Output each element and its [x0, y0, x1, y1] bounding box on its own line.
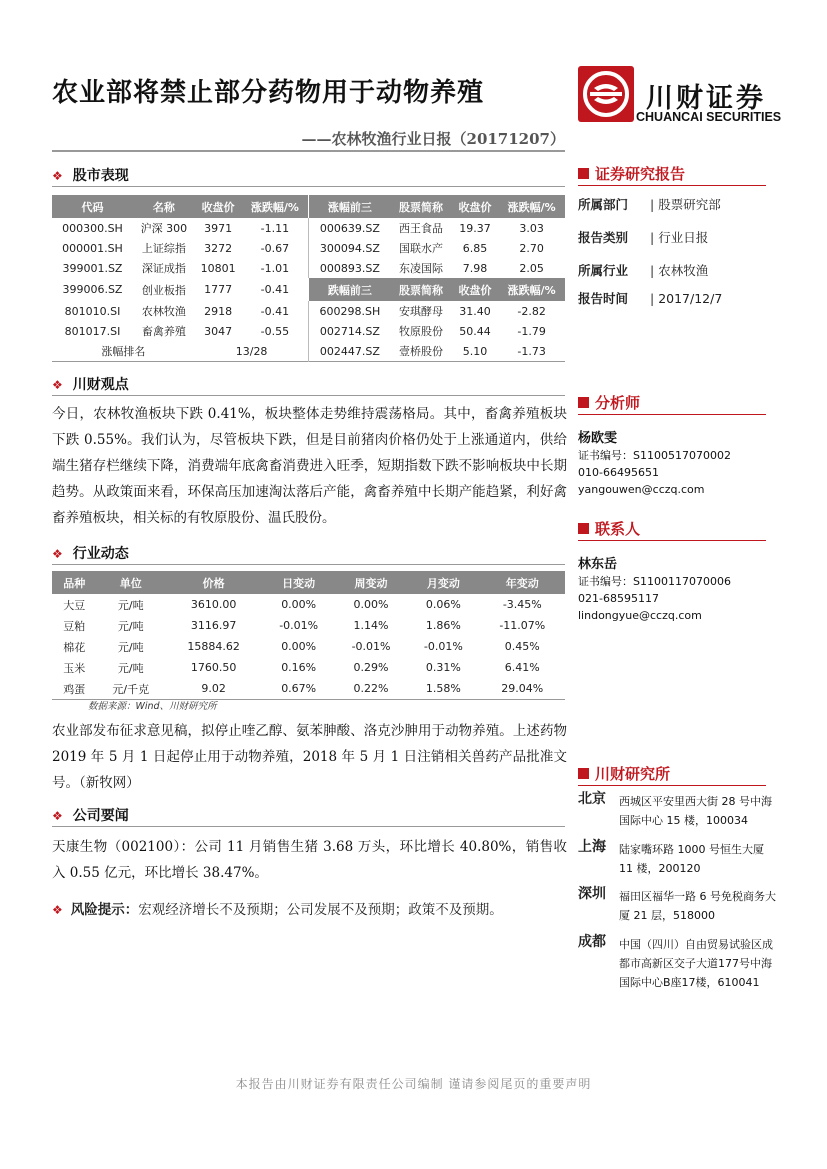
table-cell: 安琪酵母 [399, 305, 444, 318]
sidebar-divider [578, 540, 766, 541]
table-header-cell: 年变动 [480, 571, 565, 594]
table-cell: 元/千克 [112, 682, 150, 696]
table-cell: 0.45% [504, 640, 540, 653]
table-header-cell: 日变动 [262, 571, 334, 594]
table-cell: 000893.SZ [309, 258, 391, 278]
info-value: 2017/12/7 [658, 291, 723, 306]
analyst-card [578, 430, 731, 498]
table-cell: 6.85 [462, 241, 488, 255]
report-title: 农业部将禁止部分药物用于动物养殖 [52, 78, 485, 108]
table-cell: 0.67% [281, 682, 317, 695]
table-cell: 上证综指 [141, 242, 186, 255]
table-cell: 15884.62 [187, 640, 240, 653]
table-row [52, 301, 565, 321]
table-header-cell: 收盘价 [195, 195, 242, 218]
table-cell: 1.14% [353, 619, 389, 632]
table-cell: 元/吨 [117, 619, 144, 633]
info-value: 股票研究部 [658, 197, 721, 212]
risk-note: ❖ 风险提示：宏观经济增长不及预期；公司发展不及预期；政策不及预期。 [52, 902, 503, 918]
table-cell: 3116.97 [190, 619, 237, 632]
table-row [52, 258, 565, 278]
table-cell: -11.07% [499, 619, 546, 632]
table-cell: 0.31% [425, 661, 461, 674]
company-logo-icon [578, 66, 634, 122]
info-key: 报告类别 [578, 230, 629, 245]
table-row [52, 594, 565, 615]
contact-email[interactable]: lindongyue@cczq.com [578, 609, 702, 622]
analyst-cert: 证书编号：S1100517070002 [578, 449, 731, 462]
info-separator: | [650, 230, 659, 245]
table-cell: 沪深 300 [140, 222, 188, 235]
info-separator: | [650, 291, 659, 306]
table-cell: 3971 [204, 221, 233, 235]
table-cell: -0.67 [260, 241, 290, 255]
company-name-en: CHUANCAI SECURITIES [636, 110, 782, 124]
market-table [52, 195, 565, 362]
table-row [52, 341, 565, 362]
table-cell: 国联水产 [399, 242, 444, 255]
table-cell: 50.44 [459, 324, 491, 338]
table-cell: 1760.50 [190, 661, 237, 674]
table-row [52, 218, 565, 238]
table-cell: 600298.SH [309, 301, 391, 321]
office-address: 福田区福华一路 6 号免税商务大厦 21 层，518000 [619, 890, 776, 922]
diamond-icon: ❖ [52, 547, 63, 561]
analyst-name: 杨欧雯 [578, 431, 618, 446]
office-address: 中国（四川）自由贸易试验区成都市高新区交子大道177号中海国际中心B座17楼，610041 [619, 938, 773, 989]
table-cell: 399006.SZ [62, 283, 123, 296]
table-header-cell: 股票简称 [390, 278, 451, 301]
table-cell: 创业板指 [141, 283, 186, 297]
contact-heading: 联系人 [578, 518, 640, 539]
square-bullet-icon [578, 397, 589, 408]
section-divider [52, 826, 565, 827]
table-cell: -1.11 [260, 221, 290, 235]
table-cell: 3610.00 [190, 598, 237, 611]
info-separator: | [650, 263, 659, 278]
diamond-icon: ❖ [52, 169, 63, 183]
table-header-cell: 涨跌幅/% [498, 195, 565, 218]
analyst-phone: 010-66495651 [578, 466, 659, 479]
table-cell: 元/吨 [117, 598, 144, 612]
table-cell: 西王食品 [399, 222, 444, 235]
company-heading: ❖ 公司要闻 [52, 808, 129, 824]
table-cell: 9.02 [201, 682, 226, 695]
table-header-cell: 涨幅前三 [309, 195, 391, 218]
table-cell: -1.79 [517, 324, 546, 338]
table-header-cell: 代码 [52, 195, 133, 218]
office-city: 深圳 [578, 886, 606, 902]
table-cell: 畜禽养殖 [141, 325, 186, 338]
table-cell: 0.29% [353, 661, 389, 674]
industry-paragraph: 农业部发布征求意见稿，拟停止喹乙醇、氨苯胂酸、洛克沙胂用于动物养殖。上述药物 2019 年 5 月 1 日起停止用于动物养殖，2018 年 5 月 1 日注销相关兽药产品批准文号。（新牧网） [52, 723, 567, 791]
view-paragraph: 今日，农林牧渔板块下跌 0.41%，板块整体走势维持震荡格局。其中，畜禽养殖板块下跌 0.55%。我们认为，尽管板块下跌，但是目前猪肉价格仍处于上涨通道内，供给端生猪存栏继续下降，消费端年底禽畜消费进入旺季，短期指数下跌不影响板块中长期趋势。从政策面来看，环保高压加速淘汰落后产能，禽畜养殖中长期产能趋紧，利好禽畜养殖板块，相关标的有牧原股份、温氏股份。 [52, 406, 567, 526]
table-cell: 31.40 [459, 304, 491, 318]
table-cell: 000639.SZ [309, 218, 391, 238]
table-row [52, 678, 565, 700]
data-source-note: 数据来源：Wind、川财研究所 [88, 701, 217, 712]
info-separator: | [650, 197, 659, 212]
table-cell: 深证成指 [141, 262, 186, 275]
table-cell: 元/吨 [117, 640, 144, 654]
industry-heading: ❖ 行业动态 [52, 546, 129, 562]
square-bullet-icon [578, 523, 589, 534]
table-cell: 0.00% [281, 598, 317, 611]
table-cell: 农林牧渔 [141, 305, 186, 318]
table-header-cell: 名称 [133, 195, 195, 218]
table-row [52, 615, 565, 636]
table-header-cell: 跌幅前三 [309, 278, 391, 301]
table-row [52, 636, 565, 657]
analyst-heading: 分析师 [578, 392, 640, 413]
table-cell: 7.98 [462, 261, 488, 275]
table-cell: 鸡蛋 [63, 682, 86, 696]
table-cell: 10801 [200, 261, 236, 275]
table-cell: 牧原股份 [399, 325, 444, 338]
table-cell: -1.73 [517, 344, 546, 358]
company-paragraph: 天康生物（002100）：公司 11 月销售生猪 3.68 万头，环比增长 40.80%，销售收入 0.55 亿元，环比增长 38.47%。 [52, 839, 567, 881]
table-header-cell: 股票简称 [390, 195, 451, 218]
table-cell: 2.05 [519, 261, 544, 275]
table-cell: 3047 [204, 324, 233, 338]
rank-label: 涨幅排名 [101, 345, 146, 358]
table-cell: -0.01% [279, 619, 319, 632]
industry-table [52, 571, 565, 700]
table-cell: 801010.SI [64, 304, 121, 318]
table-header-cell: 涨跌幅/% [241, 195, 308, 218]
table-cell: 000300.SH [62, 221, 123, 235]
table-header-cell: 月变动 [407, 571, 479, 594]
table-cell: -0.01% [351, 640, 391, 653]
table-cell: -0.41 [260, 304, 290, 318]
contact-phone: 021-68595117 [578, 592, 659, 605]
table-cell: 000001.SH [62, 241, 123, 255]
report-info-row [578, 261, 708, 279]
table-cell: 东凌国际 [399, 262, 444, 275]
sidebar-divider [578, 414, 766, 415]
table-header-cell: 涨跌幅/% [498, 278, 565, 301]
table-row [52, 657, 565, 678]
contact-cert: 证书编号：S1100117070006 [578, 575, 731, 588]
table-cell: 002714.SZ [309, 321, 391, 341]
header-divider [52, 150, 565, 152]
table-cell: -3.45% [502, 598, 542, 611]
table-cell: -2.82 [517, 304, 546, 318]
table-header-cell: 品种 [52, 571, 97, 594]
square-bullet-icon [578, 168, 589, 179]
table-cell: 玉米 [63, 661, 86, 675]
section-divider [52, 564, 565, 565]
table-cell: 300094.SZ [309, 238, 391, 258]
table-cell: 1777 [204, 283, 233, 296]
table-cell: -0.41 [260, 283, 290, 296]
office-city: 北京 [578, 791, 606, 807]
report-info-row [578, 289, 722, 307]
table-cell: 6.41% [504, 661, 540, 674]
table-header-cell: 周变动 [335, 571, 407, 594]
page-footer: 本报告由川财证券有限责任公司编制 谨请参阅尾页的重要声明 [235, 1077, 592, 1091]
info-key: 所属部门 [578, 197, 629, 212]
table-cell: -0.01% [423, 640, 463, 653]
table-row [52, 238, 565, 258]
diamond-icon: ❖ [52, 809, 63, 823]
report-info-heading: 证券研究报告 [578, 163, 685, 184]
table-cell: -1.01 [260, 261, 290, 275]
contact-name: 林东岳 [578, 557, 618, 572]
table-cell: 399001.SZ [62, 261, 123, 275]
table-header-cell: 单位 [97, 571, 165, 594]
table-cell: -0.55 [260, 324, 290, 338]
table-cell: 0.22% [353, 682, 389, 695]
office-city: 成都 [578, 934, 606, 950]
table-cell: 3272 [204, 241, 233, 255]
info-key: 报告时间 [578, 291, 629, 306]
report-info-row [578, 228, 708, 246]
table-cell: 0.16% [281, 661, 317, 674]
sidebar-divider [578, 185, 766, 186]
info-key: 所属行业 [578, 263, 629, 278]
section-divider [52, 186, 565, 187]
table-cell: 2.70 [519, 241, 544, 255]
company-name-cn: 川财证券 [646, 83, 766, 114]
sidebar-divider [578, 785, 766, 786]
table-cell: 壹桥股份 [399, 345, 444, 358]
table-cell: 0.00% [281, 640, 317, 653]
table-cell: 002447.SZ [309, 341, 391, 362]
table-cell: 29.04% [501, 682, 544, 695]
analyst-email[interactable]: yangouwen@cczq.com [578, 483, 705, 496]
view-heading: ❖ 川财观点 [52, 377, 129, 393]
table-cell: 0.00% [353, 598, 389, 611]
table-row [52, 278, 565, 301]
institute-heading: 川财研究所 [578, 763, 670, 784]
table-cell: 元/吨 [117, 661, 144, 675]
table-cell: 棉花 [63, 640, 86, 654]
office-city: 上海 [578, 839, 606, 855]
table-cell: 5.10 [462, 344, 488, 358]
table-cell: 801017.SI [64, 324, 121, 338]
table-header-cell: 价格 [165, 571, 263, 594]
table-cell: 1.58% [425, 682, 461, 695]
table-cell: 0.06% [425, 598, 461, 611]
square-bullet-icon [578, 768, 589, 779]
report-info-row [578, 195, 721, 213]
info-value: 行业日报 [658, 230, 709, 245]
table-cell: 大豆 [63, 598, 86, 612]
section-divider [52, 395, 565, 396]
diamond-icon: ❖ [52, 903, 63, 917]
table-row [52, 321, 565, 341]
office-address: 西城区平安里西大街 28 号中海国际中心 15 楼，100034 [619, 795, 772, 827]
table-header-cell: 收盘价 [452, 195, 499, 218]
rank-value: 13/28 [235, 344, 268, 358]
info-value: 农林牧渔 [658, 263, 709, 278]
market-heading: ❖ 股市表现 [52, 168, 129, 184]
table-cell: 豆粕 [63, 619, 86, 633]
office-address: 陆家嘴环路 1000 号恒生大厦 11 楼，200120 [619, 843, 764, 875]
table-cell: 3.03 [519, 221, 544, 235]
report-subtitle: ——农林牧渔行业日报（20171207） [301, 130, 565, 148]
table-cell: 2918 [204, 304, 233, 318]
table-header-cell: 收盘价 [452, 278, 499, 301]
diamond-icon: ❖ [52, 378, 63, 392]
contact-card [578, 556, 731, 624]
table-cell: 19.37 [459, 221, 491, 235]
table-cell: 1.86% [425, 619, 461, 632]
